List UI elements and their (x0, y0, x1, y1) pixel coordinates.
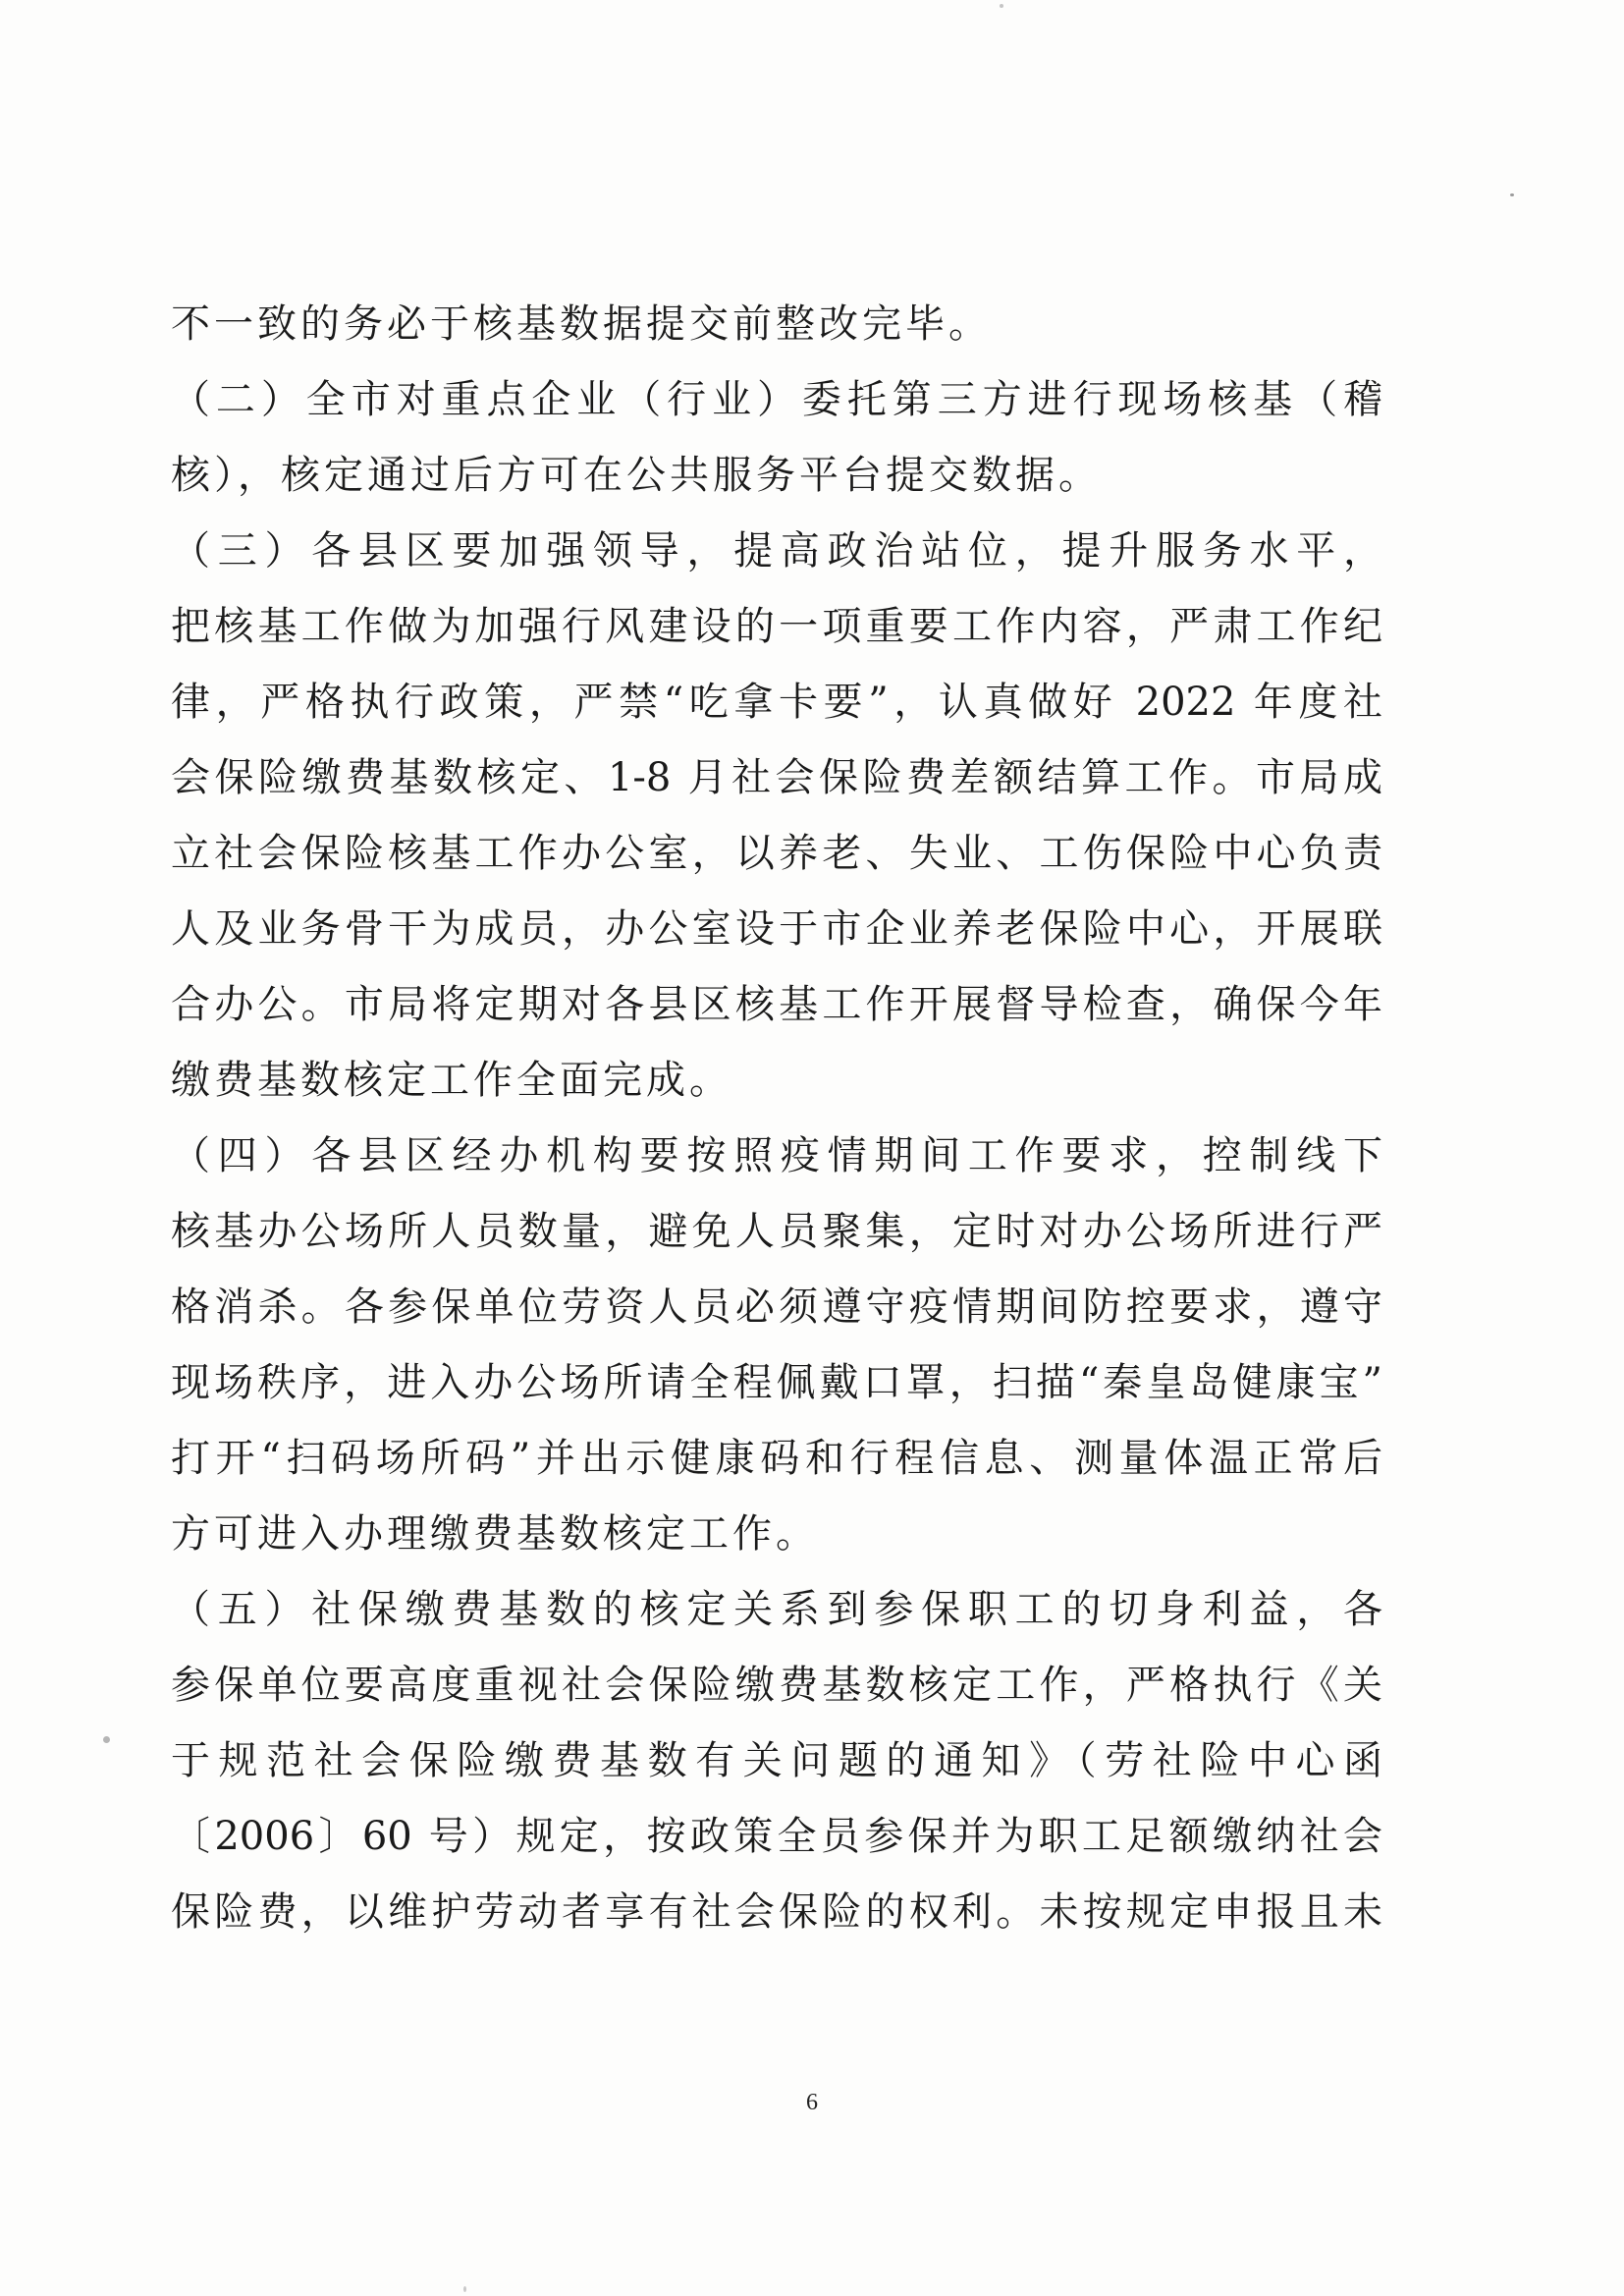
text-line: （二）全市对重点企业（行业）委托第三方进行现场核基（稽 (171, 377, 1382, 422)
scan-speck (463, 2286, 466, 2292)
text-line: 方可进入办理缴费基数核定工作。 (171, 1511, 819, 1557)
page-number: 6 (806, 2090, 818, 2115)
text-line: （四）各县区经办机构要按照疫情期间工作要求，控制线下 (171, 1133, 1382, 1178)
text-line: 格消杀。各参保单位劳资人员必须遵守疫情期间防控要求，遵守 (171, 1285, 1382, 1330)
scan-speck (103, 1736, 110, 1743)
text-line: 保险费，以维护劳动者享有社会保险的权利。未按规定申报且未 (171, 1889, 1382, 1935)
text-line: 立社会保险核基工作办公室，以养老、失业、工伤保险中心负责 (171, 831, 1382, 876)
text-line: 核），核定通过后方可在公共服务平台提交数据。 (171, 453, 1102, 498)
text-line: （三）各县区要加强领导，提高政治站位，提升服务水平， (171, 528, 1382, 574)
body-text (171, 287, 1382, 1950)
text-line: 人及业务骨干为成员，办公室设于市企业养老保险中心，开展联 (171, 906, 1382, 952)
scan-speck (1000, 4, 1003, 8)
text-line: 参保单位要高度重视社会保险缴费基数核定工作，严格执行《关 (171, 1663, 1382, 1708)
text-line: 会保险缴费基数核定、1-8 月社会保险费差额结算工作。市局成 (171, 755, 1382, 800)
text-line: 〔2006〕60 号）规定，按政策全员参保并为职工足额缴纳社会 (171, 1814, 1382, 1859)
text-line: 律，严格执行政策，严禁“吃拿卡要”，认真做好 2022 年度社 (171, 680, 1382, 725)
scan-speck (1510, 193, 1514, 196)
text-line: 不一致的务必于核基数据提交前整改完毕。 (171, 301, 992, 347)
text-line: 合办公。市局将定期对各县区核基工作开展督导检查，确保今年 (171, 982, 1382, 1027)
text-line: 现场秩序，进入办公场所请全程佩戴口罩，扫描“秦皇岛健康宝” (171, 1360, 1382, 1405)
text-line: 核基办公场所人员数量，避免人员聚集，定时对办公场所进行严 (171, 1209, 1382, 1254)
text-line: 缴费基数核定工作全面完成。 (171, 1058, 732, 1103)
text-line: （五）社保缴费基数的核定关系到参保职工的切身利益，各 (171, 1587, 1382, 1632)
text-line: 把核基工作做为加强行风建设的一项重要工作内容，严肃工作纪 (171, 604, 1382, 649)
text-line: 于规范社会保险缴费基数有关问题的通知》（劳社险中心函 (171, 1738, 1382, 1783)
text-line: 打开“扫码场所码”并出示健康码和行程信息、测量体温正常后 (171, 1436, 1382, 1481)
